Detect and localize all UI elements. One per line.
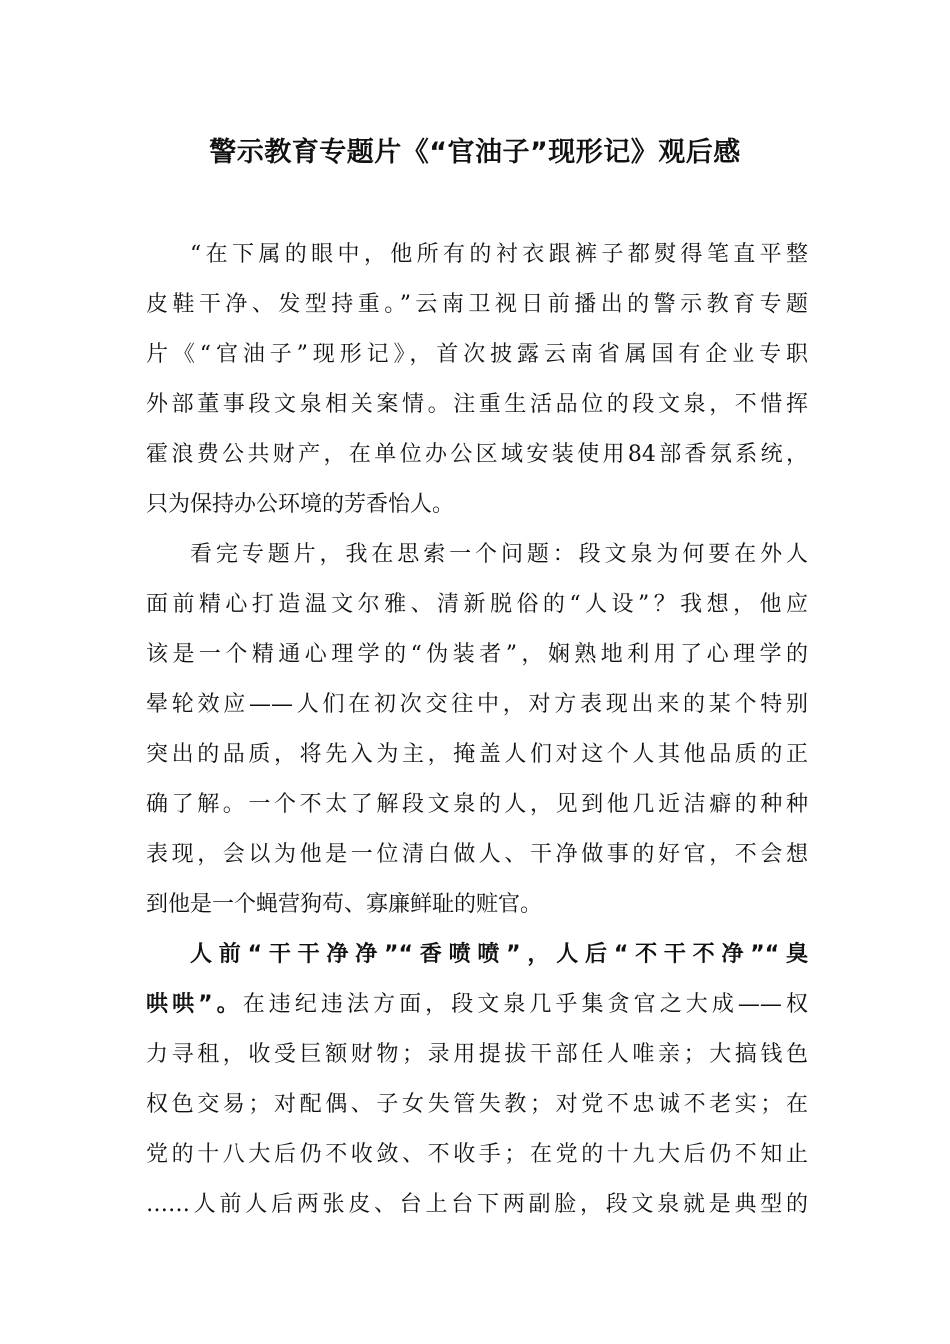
text-line: 面前精心打造温文尔雅、清新脱俗的“人设”？我想，他应 — [146, 592, 808, 617]
text-line: 只为保持办公环境的芳香怡人。 — [146, 492, 455, 517]
text-line: 权色交易；对配偶、子女失管失教；对党不忠诚不老实；在 — [146, 1092, 808, 1117]
paragraph-2 — [146, 530, 808, 930]
text-line: 表现，会以为他是一位清白做人、干净做事的好官，不会想 — [146, 842, 808, 867]
paragraph-1 — [146, 230, 808, 530]
text-line: ……人前人后两张皮、台上台下两副脸，段文泉就是典型的 — [146, 1192, 808, 1217]
text-line: 力寻租，收受巨额财物；录用提拔干部任人唯亲；大搞钱色 — [146, 1042, 808, 1067]
text-line — [146, 980, 808, 1030]
text-line: 片《“官油子”现形记》，首次披露云南省属国有企业专职 — [146, 342, 808, 367]
text-line: 晕轮效应——人们在初次交往中，对方表现出来的某个特别 — [146, 692, 808, 717]
paragraph-3 — [146, 930, 808, 1230]
text-line: 确了解。一个不太了解段文泉的人，见到他几近洁癖的种种 — [146, 792, 808, 817]
document-body — [146, 230, 808, 1230]
text-line: 霍浪费公共财产，在单位办公区域安装使用84部香氛系统， — [146, 442, 808, 467]
paragraph-heading-end: 哄哄”。 — [146, 992, 243, 1017]
paragraph-heading: 人前“干干净净”“香喷喷”，人后“不干不净”“臭 — [190, 942, 808, 967]
text-line-rest: 在违纪违法方面，段文泉几乎集贪官之大成——权 — [242, 992, 808, 1017]
text-line: 该是一个精通心理学的“伪装者”，娴熟地利用了心理学的 — [146, 642, 808, 667]
text-line: “在下属的眼中，他所有的衬衣跟裤子都熨得笔直平整 — [190, 242, 808, 267]
text-line: 党的十八大后仍不收敛、不收手；在党的十九大后仍不知止 — [146, 1142, 808, 1167]
text-line: 看完专题片，我在思索一个问题：段文泉为何要在外人 — [190, 542, 808, 567]
text-line: 突出的品质，将先入为主，掩盖人们对这个人其他品质的正 — [146, 742, 808, 767]
document-title: 警示教育专题片《“官油子”现形记》观后感 — [209, 137, 741, 168]
text-line: 皮鞋干净、发型持重。”云南卫视日前播出的警示教育专题 — [146, 292, 808, 317]
text-line: 到他是一个蝇营狗苟、寡廉鲜耻的赃官。 — [146, 892, 543, 917]
text-line: 外部董事段文泉相关案情。注重生活品位的段文泉，不惜挥 — [146, 392, 808, 417]
